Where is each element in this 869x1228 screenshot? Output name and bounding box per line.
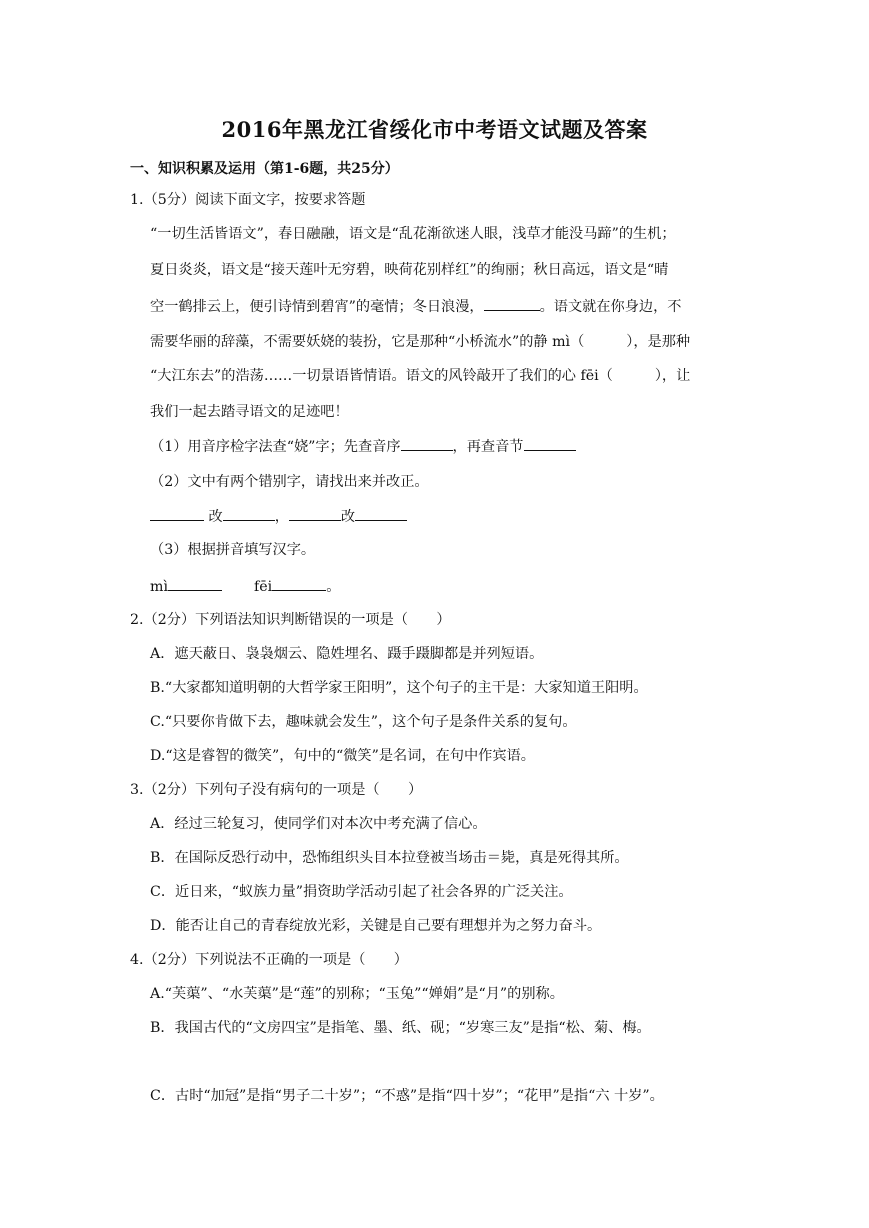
q4-option-b[interactable]: B．我国古代的“文房四宝”是指笔、墨、纸、砚；“岁寒三友”是指“松、菊、梅。 <box>150 1020 651 1036</box>
q2-option-b[interactable]: B.“大家都知道明朝的大哲学家王阳明”，这个句子的主干是：大家知道王阳明。 <box>150 680 648 696</box>
answer-blank[interactable] <box>223 506 275 521</box>
answer-blank[interactable] <box>484 296 540 311</box>
q1-passage-text: 需要华丽的辞藻，不需要妖娆的装扮，它是那种“小桥流水”的静 mì（ <box>150 334 585 350</box>
q4-option-a[interactable]: A.“芙蕖”、“水芙蕖”是“莲”的别称；“玉兔”“婵娟”是“月”的别称。 <box>150 986 564 1002</box>
pinyin-label: mì <box>150 579 168 595</box>
q1-passage-line <box>150 366 690 386</box>
q1-subquestion-3: （3）根据拼音填写汉字。 <box>150 542 316 558</box>
q4-option-c[interactable]: C．古时“加冠”是指“男子二十岁”；“不惑”是指“四十岁”；“花甲”是指“六 十岁”。 <box>150 1088 664 1104</box>
q1-passage-line <box>150 296 681 317</box>
answer-blank[interactable] <box>289 506 341 521</box>
q3-option-a[interactable]: A．经过三轮复习，使同学们对本次中考充满了信心。 <box>150 816 487 832</box>
correction-label: 改 <box>208 509 223 525</box>
answer-blank[interactable] <box>150 506 204 521</box>
pinyin-period: 。 <box>326 579 341 595</box>
answer-blank[interactable] <box>168 576 222 591</box>
q1-passage-text: “大江东去”的浩荡……一切景语皆情语。语文的风铃敲开了我们的心 fēi（ <box>150 368 613 384</box>
q4-heading: 4.（2分）下列说法不正确的一项是（ ） <box>130 952 408 968</box>
section-heading: 一、知识积累及运用（第1-6题，共25分） <box>130 161 399 177</box>
subquestion-text: ，再查音节 <box>452 439 524 455</box>
answer-blank[interactable] <box>524 436 576 451</box>
q1-subquestion-1 <box>150 436 576 457</box>
page-title: 2016年黑龙江省绥化市中考语文试题及答案 <box>221 117 648 142</box>
q1-passage-text: 空一鹤排云上，便引诗情到碧宵”的毫情；冬日浪漫， <box>150 299 484 315</box>
q2-heading: 2.（2分）下列语法知识判断错误的一项是（ ） <box>130 612 451 628</box>
answer-blank[interactable] <box>272 576 326 591</box>
q1-passage-text: ），是那种 <box>626 334 691 350</box>
q1-passage-line: “一切生活皆语文”，春日融融，语文是“乱花渐欲迷人眼，浅草才能没马蹄”的生机； <box>150 226 676 242</box>
q1-passage-line <box>150 332 690 352</box>
q1-correction-line <box>150 506 407 527</box>
q1-passage-text: ），让 <box>654 368 691 384</box>
correction-comma: ， <box>274 509 289 525</box>
correction-label: 改 <box>340 509 356 525</box>
q1-heading: 1.（5分）阅读下面文字，按要求答题 <box>130 192 366 208</box>
subquestion-text: （1）用音序检字法查“娆”字；先查音序 <box>150 439 401 455</box>
q2-option-c[interactable]: C.“只要你肯做下去，趣味就会发生”，这个句子是条件关系的复句。 <box>150 714 577 730</box>
q3-option-b[interactable]: B．在国际反恐行动中，恐怖组织头目本拉登被当场击＝毙，真是死得其所。 <box>150 850 629 866</box>
pinyin-label: fēi <box>254 579 273 595</box>
q3-option-d[interactable]: D．能否让自己的青春绽放光彩，关键是自己要有理想并为之努力奋斗。 <box>150 918 602 934</box>
q3-option-c[interactable]: C．近日来，“蚁族力量”捐资助学活动引起了社会各界的广泛关注。 <box>150 884 573 900</box>
answer-blank[interactable] <box>401 436 453 451</box>
q2-option-a[interactable]: A．遮天蔽日、袅袅烟云、隐姓埋名、蹑手蹑脚都是并列短语。 <box>150 646 544 662</box>
q1-pinyin-line <box>150 576 340 597</box>
q1-passage-line: 我们一起去踏寻语文的足迹吧！ <box>150 404 349 420</box>
q1-subquestion-2: （2）文中有两个错别字，请找出来并改正。 <box>150 474 429 490</box>
q1-passage-text: 。语文就在你身边，不 <box>539 299 682 315</box>
answer-blank[interactable] <box>355 506 407 521</box>
q3-heading: 3.（2分）下列句子没有病句的一项是（ ） <box>130 782 423 798</box>
q2-option-d[interactable]: D.“这是睿智的微笑”，句中的“微笑”是名词，在句中作宾语。 <box>150 748 535 764</box>
q1-passage-line: 夏日炎炎，语文是“接天莲叶无穷碧，映荷花别样红”的绚丽；秋日高远，语文是“晴 <box>150 262 669 278</box>
